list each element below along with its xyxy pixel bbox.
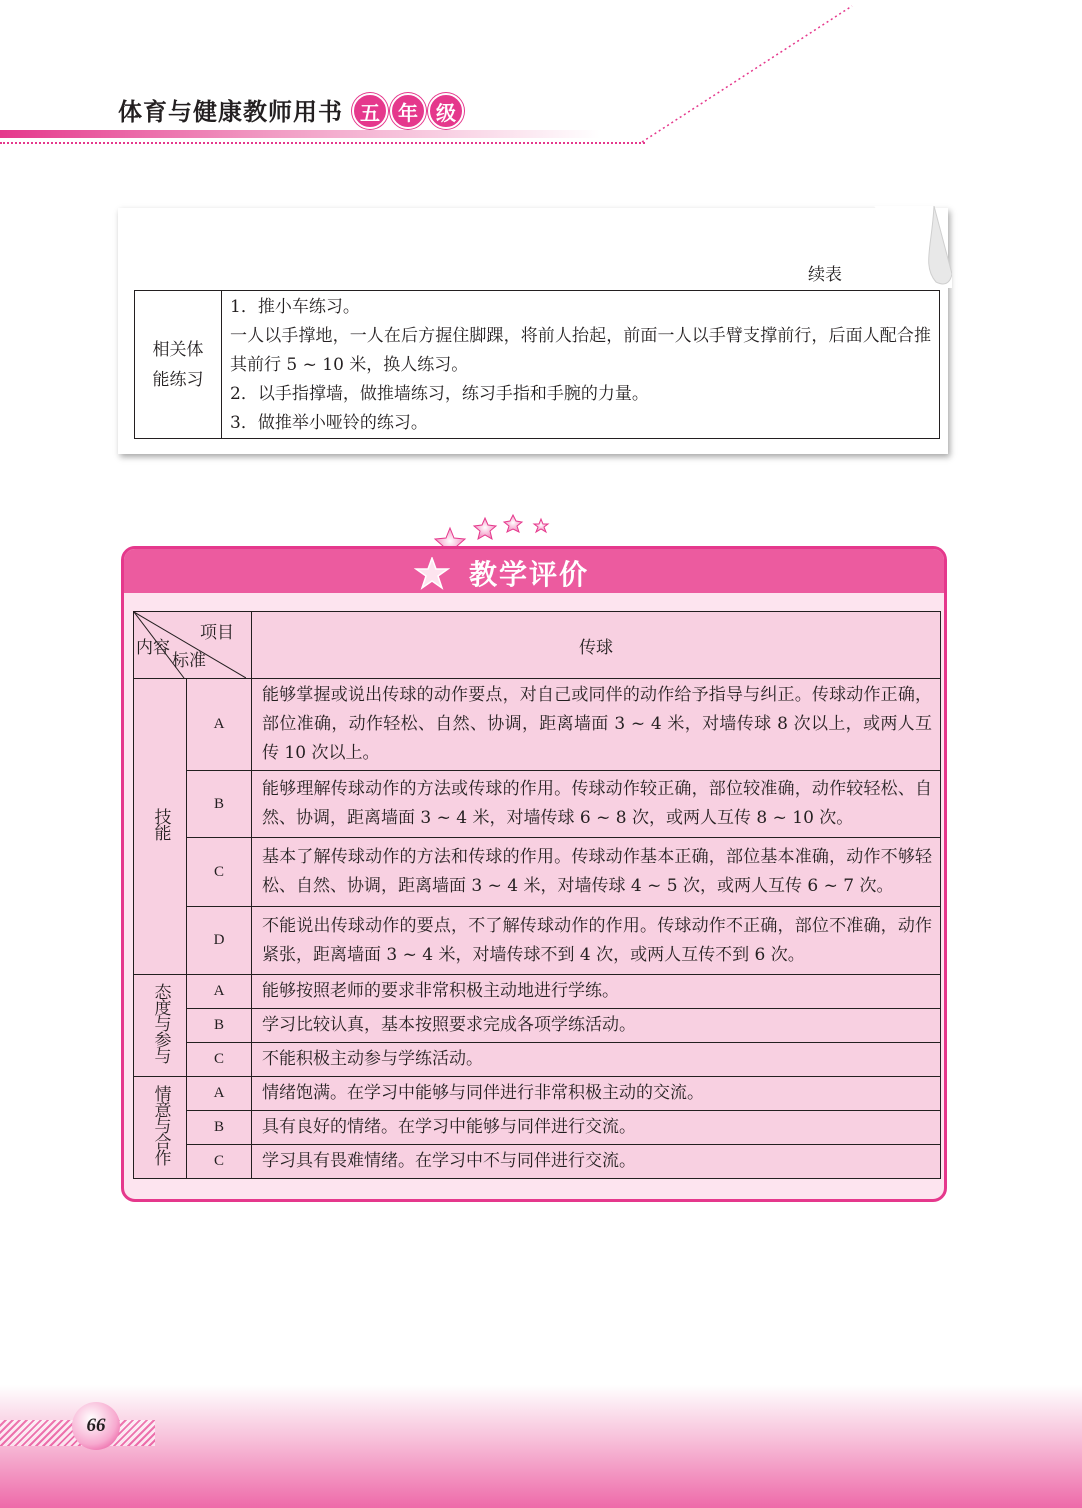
footer-gradient <box>0 1385 1082 1508</box>
level-label: A <box>187 975 252 1009</box>
category-label: 态度与参与 <box>150 983 171 1063</box>
criteria-text: 情绪饱满。在学习中能够与同伴进行非常积极主动的交流。 <box>252 1077 941 1111</box>
continued-table-card <box>118 208 948 454</box>
evaluation-title: 教学评价 <box>469 558 590 591</box>
grade-char: 年 <box>390 93 426 129</box>
grade-char: 五 <box>352 93 388 129</box>
star-icon <box>414 557 450 591</box>
grade-char: 级 <box>428 93 464 129</box>
evaluation-header-band <box>124 549 944 593</box>
practice-line: 2．以手指撑墙，做推墙练习，练习手指和手腕的力量。 <box>230 384 649 404</box>
criteria-text: 学习比较认真，基本按照要求完成各项学练活动。 <box>252 1009 941 1043</box>
evaluation-table <box>133 611 941 1179</box>
diag-standard-label: 标准 <box>172 651 206 671</box>
level-label: A <box>187 679 252 771</box>
level-label: C <box>187 1145 252 1179</box>
level-label: B <box>187 1111 252 1145</box>
category-emotion-cooperation <box>134 1077 187 1179</box>
continued-label: 续表 <box>808 265 842 285</box>
criteria-text: 不能积极主动参与学练活动。 <box>252 1043 941 1077</box>
category-attitude <box>134 975 187 1077</box>
practice-list <box>222 291 940 439</box>
level-label: C <box>187 838 252 907</box>
category-label: 情意与合作 <box>150 1085 171 1165</box>
header-dotted-line <box>0 142 645 144</box>
diagonal-header-cell <box>134 612 252 679</box>
practice-line: 3．做推举小哑铃的练习。 <box>230 413 428 433</box>
teaching-evaluation-panel <box>121 546 947 1202</box>
practice-line: 1．推小车练习。 <box>230 297 360 317</box>
grade-badge <box>352 93 464 129</box>
category-label: 技能 <box>150 808 171 840</box>
category-skill <box>134 679 187 975</box>
related-fitness-table <box>134 290 940 439</box>
level-label: C <box>187 1043 252 1077</box>
criteria-text: 能够理解传球动作的方法或传球的作用。传球动作较正确，部位较准确，动作较轻松、自然、协调，距离墙面 3 ~ 4 米，对墙传球 6 ~ 8 次，或两人互传 8 ~ 10 次。 <box>252 771 941 838</box>
level-label: A <box>187 1077 252 1111</box>
row-label: 相关体能练习 <box>152 339 204 390</box>
criteria-text: 能够按照老师的要求非常积极主动地进行学练。 <box>252 975 941 1009</box>
criteria-text: 不能说出传球动作的要点，不了解传球动作的作用。传球动作不正确，部位不准确，动作紧张，距离墙面 3 ~ 4 米，对墙传球不到 4 次，或两人互传不到 6 次。 <box>252 907 941 975</box>
level-label: D <box>187 907 252 975</box>
level-label: B <box>187 771 252 838</box>
book-title: 体育与健康教师用书 <box>118 97 343 126</box>
diag-content-label: 内容 <box>136 638 170 658</box>
criteria-text: 能够掌握或说出传球的动作要点，对自己或同伴的动作给予指导与纠正。传球动作正确，部位准确，动作轻松、自然、协调，距离墙面 3 ~ 4 米，对墙传球 8 次以上，或两人互传 10 次以上。 <box>252 679 941 771</box>
column-header-pass: 传球 <box>252 612 941 679</box>
criteria-text: 具有良好的情绪。在学习中能够与同伴进行交流。 <box>252 1111 941 1145</box>
practice-line: 一人以手撑地，一人在后方握住脚踝，将前人抬起，前面一人以手臂支撑前行，后面人配合推其前行 5 ~ 10 米，换人练习。 <box>230 326 931 375</box>
row-label-cell <box>135 291 222 439</box>
header-gradient-bar <box>0 130 600 138</box>
page-number: 66 <box>72 1402 120 1450</box>
level-label: B <box>187 1009 252 1043</box>
diag-item-label: 项目 <box>200 623 234 643</box>
criteria-text: 学习具有畏难情绪。在学习中不与同伴进行交流。 <box>252 1145 941 1179</box>
header-dotted-diagonal <box>640 4 855 144</box>
page-curl-icon <box>874 206 952 288</box>
criteria-text: 基本了解传球动作的方法和传球的作用。传球动作基本正确，部位基本准确，动作不够轻松、自然、协调，距离墙面 3 ~ 4 米，对墙传球 4 ~ 5 次，或两人互传 6 ~ 7 次。 <box>252 838 941 907</box>
